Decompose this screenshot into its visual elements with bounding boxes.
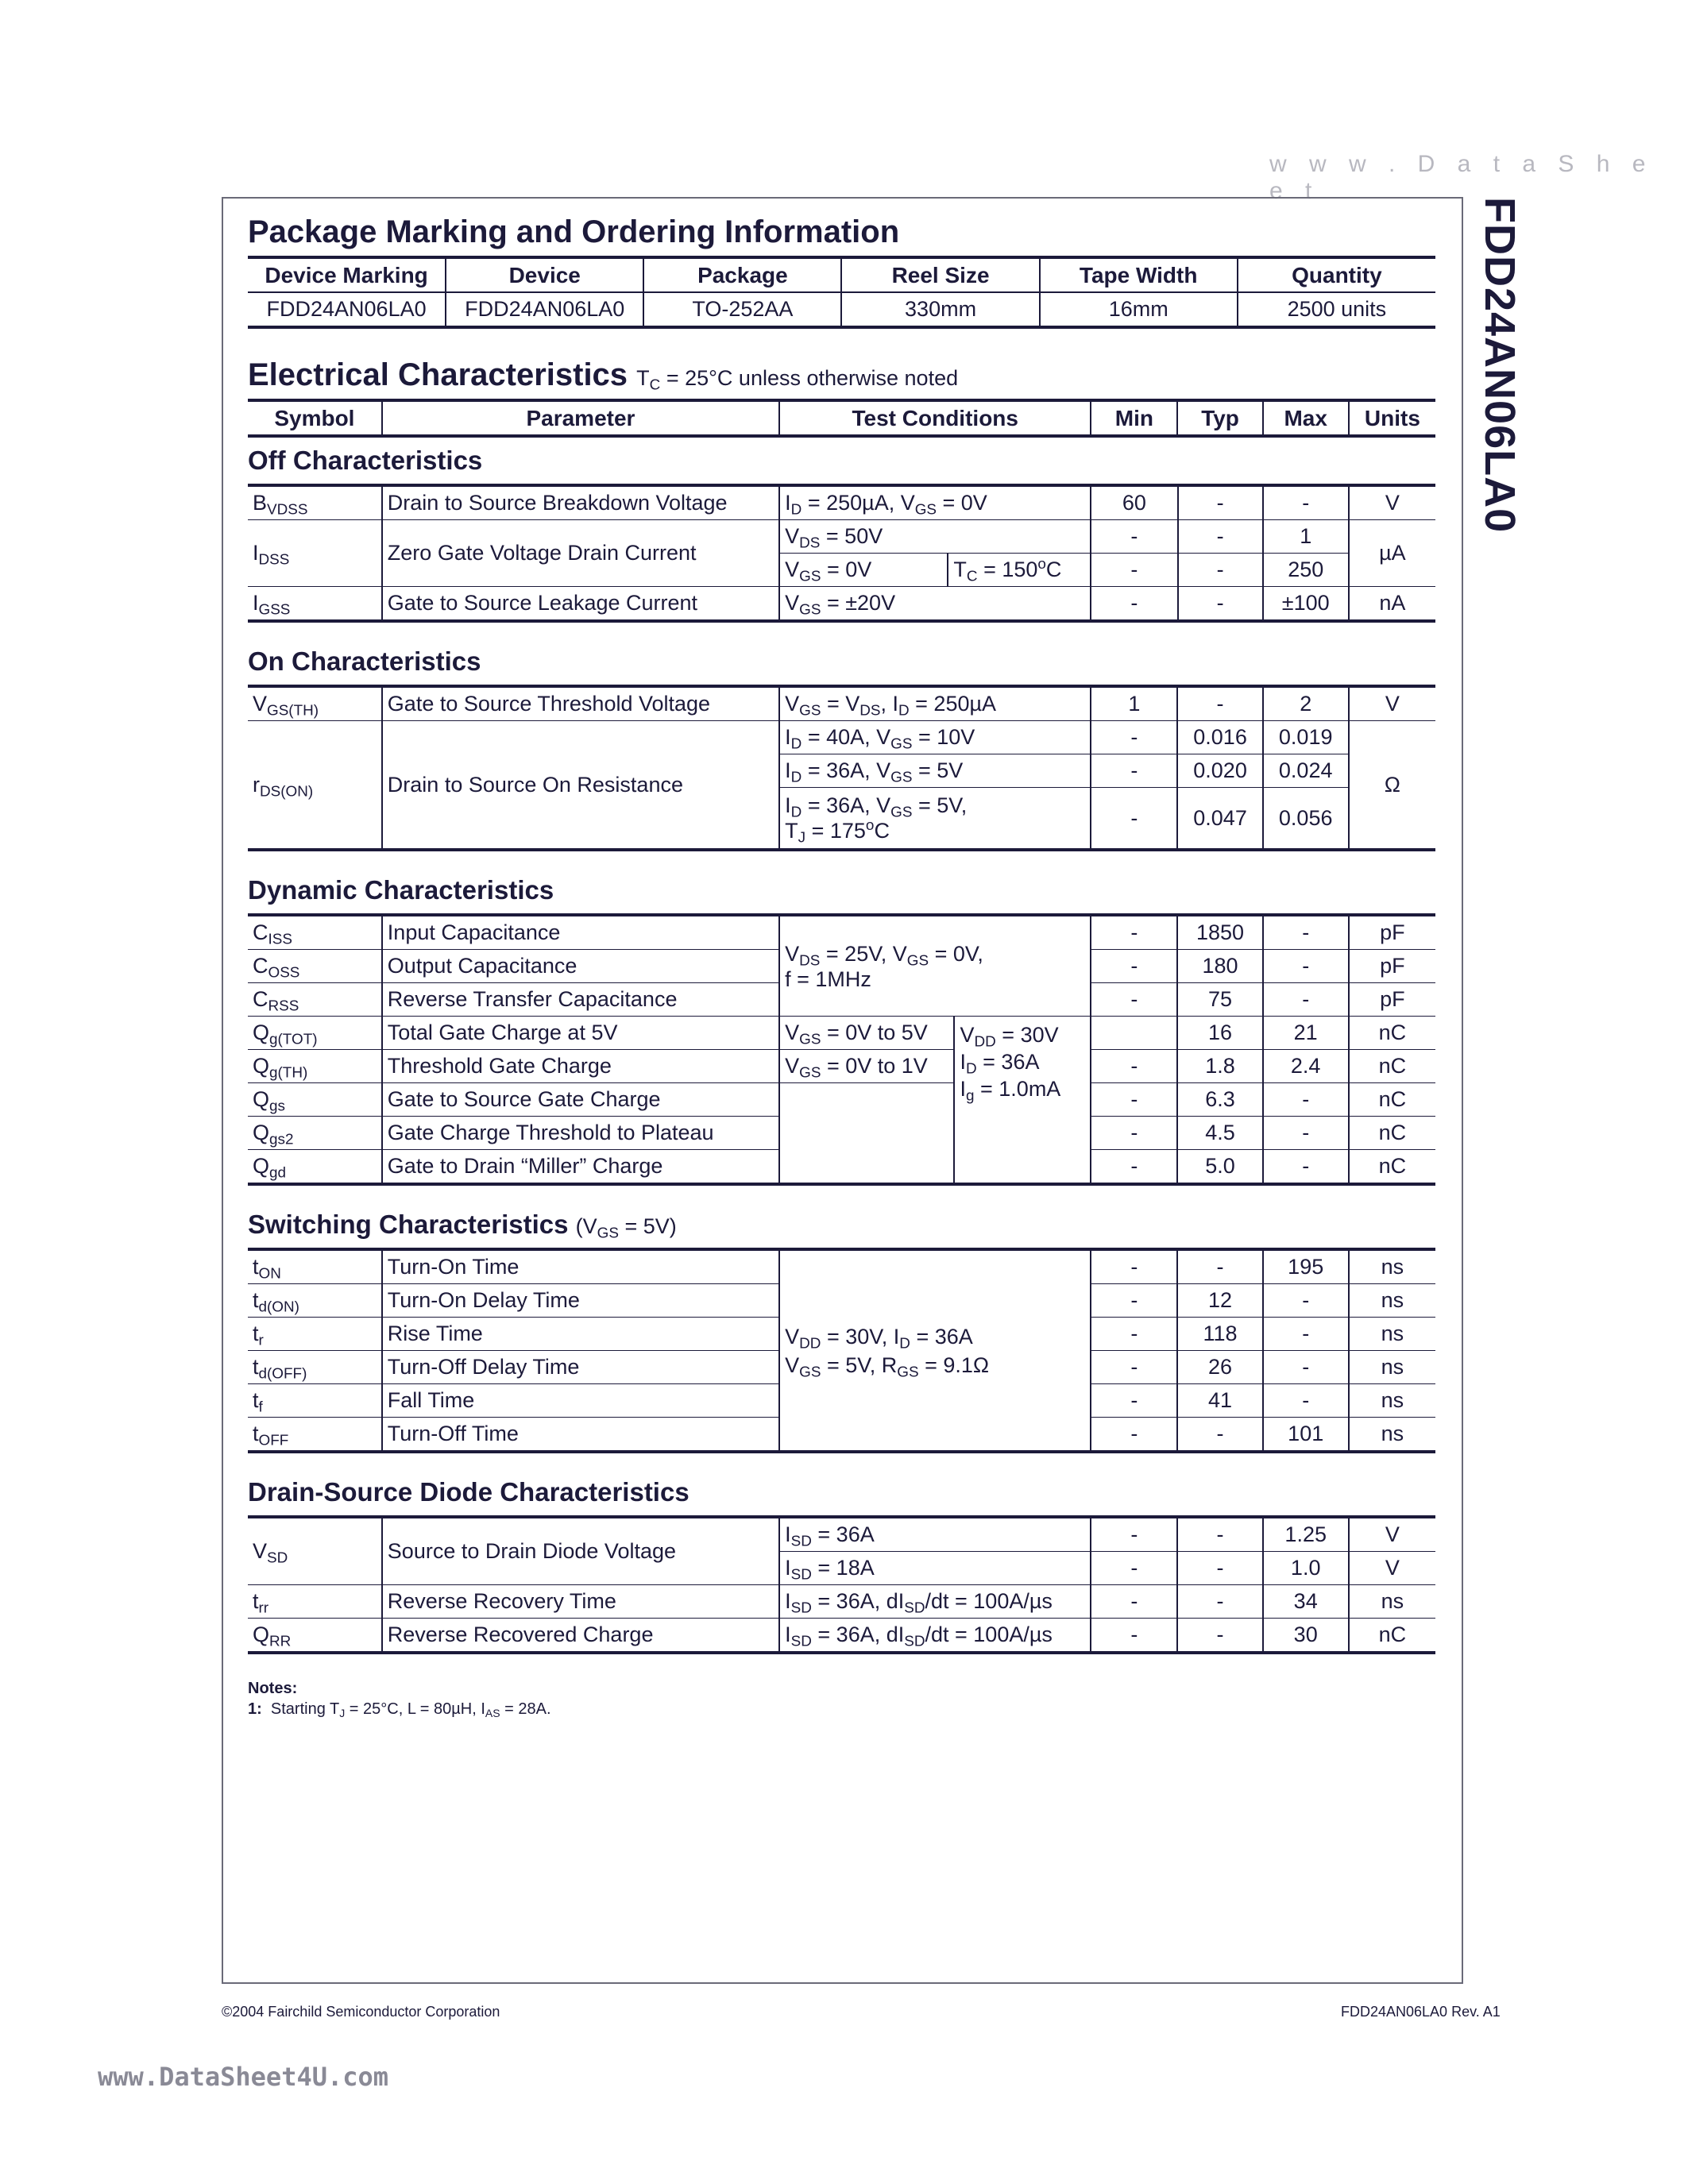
electrical-header — [248, 399, 1435, 438]
unit-cell: nC — [1349, 1150, 1435, 1185]
switching-table — [248, 1248, 1435, 1453]
pkg-cell: TO-252AA — [643, 292, 841, 327]
max-cell: 2 — [1263, 686, 1349, 721]
table-row — [248, 1249, 1435, 1284]
pkg-cell: 330mm — [841, 292, 1039, 327]
min-cell: - — [1091, 1552, 1177, 1585]
max-cell: 2.4 — [1263, 1050, 1349, 1083]
symbol-cell: $C_{OSS}$ — [248, 950, 382, 983]
dynamic-table — [248, 913, 1435, 1186]
off-table — [248, 484, 1435, 623]
table-row — [248, 1050, 1435, 1083]
table-row — [248, 1083, 1435, 1117]
param-cell: Drain to Source On Resistance — [382, 721, 779, 851]
symbol-cell: $Q_{g(TOT)}$ — [248, 1017, 382, 1050]
unit-cell: Ω — [1349, 721, 1435, 851]
typ-cell: - — [1177, 1249, 1262, 1284]
min-cell: - — [1091, 754, 1177, 788]
table-row — [248, 1517, 1435, 1552]
typ-cell: 41 — [1177, 1384, 1262, 1418]
cond-cell: $V_{GS} = 0V$ to 1V — [779, 1050, 954, 1083]
pkg-cell: 16mm — [1040, 292, 1238, 327]
unit-cell: ns — [1349, 1585, 1435, 1619]
cond-cell: $I_D = 250\mu A$, $V_{GS} = 0V$ — [779, 485, 1091, 520]
param-cell: Output Capacitance — [382, 950, 779, 983]
symbol-cell: $t_r$ — [248, 1318, 382, 1351]
max-cell: 1 — [1263, 520, 1349, 554]
switching-title: Switching Characteristics $(V_{GS} = 5V)$ — [248, 1210, 677, 1242]
symbol-cell: $V_{SD}$ — [248, 1517, 382, 1585]
cond-cell: $V_{DD} = 30V$, $I_D = 36A$ $V_{GS} = 5V$, $R_{GS} = 9.1\Omega$ — [779, 1249, 1091, 1452]
cond-cell: $V_{GS} = V_{DS}$, $I_D = 250\mu A$ — [779, 686, 1091, 721]
param-cell: Gate to Source Leakage Current — [382, 587, 779, 622]
watermark-top: w w w . D a t a S h e e t — [1269, 151, 1654, 204]
max-cell: 0.024 — [1263, 754, 1349, 788]
diode-table — [248, 1515, 1435, 1654]
symbol-cell: $Q_{gs}$ — [248, 1083, 382, 1117]
min-cell: - — [1091, 721, 1177, 754]
param-cell: Turn-Off Delay Time — [382, 1351, 779, 1384]
min-cell: - — [1091, 1050, 1177, 1083]
min-cell: - — [1091, 950, 1177, 983]
param-cell: Turn-Off Time — [382, 1418, 779, 1453]
table-row — [248, 1619, 1435, 1653]
typ-cell: 75 — [1177, 983, 1262, 1017]
max-cell: - — [1263, 1284, 1349, 1318]
diode-title: Drain-Source Diode Characteristics — [248, 1477, 689, 1507]
min-cell: 60 — [1091, 485, 1177, 520]
col-symbol: Symbol — [274, 405, 355, 430]
param-cell: Fall Time — [382, 1384, 779, 1418]
min-cell: - — [1091, 1384, 1177, 1418]
pkg-cell: FDD24AN06LA0 — [446, 292, 643, 327]
unit-cell: pF — [1349, 915, 1435, 950]
typ-cell: - — [1177, 1619, 1262, 1653]
pkg-cell: 2500 units — [1238, 292, 1435, 327]
cond-cell: $I_D = 36A$, $V_{GS} = 5V$, $T_J = 175^oC$ — [779, 788, 1091, 851]
min-cell: - — [1091, 520, 1177, 554]
off-title: Off Characteristics — [248, 446, 483, 475]
min-cell: - — [1091, 983, 1177, 1017]
cond-cell: $I_{SD} = 36A$, $dI_{SD}/dt = 100A/\mu s$ — [779, 1619, 1091, 1653]
footer-revision: FDD24AN06LA0 Rev. A1 — [1341, 2004, 1501, 2020]
param-cell: Turn-On Delay Time — [382, 1284, 779, 1318]
pkg-header: Quantity — [1238, 257, 1435, 292]
footer-copyright: ©2004 Fairchild Semiconductor Corporation — [222, 2004, 500, 2020]
content — [248, 208, 1435, 1719]
min-cell: - — [1091, 1517, 1177, 1552]
symbol-cell: $t_{ON}$ — [248, 1249, 382, 1284]
cond-cell: $V_{DD} = 30V$ $I_D = 36A$ $I_g = 1.0mA$ — [954, 1017, 1091, 1185]
min-cell — [1091, 1017, 1177, 1050]
param-cell: Gate to Source Gate Charge — [382, 1083, 779, 1117]
symbol-cell: $Q_{gd}$ — [248, 1150, 382, 1185]
symbol-cell: $t_{OFF}$ — [248, 1418, 382, 1453]
table-row — [248, 520, 1435, 554]
unit-cell: nC — [1349, 1619, 1435, 1653]
param-cell: Reverse Recovered Charge — [382, 1619, 779, 1653]
max-cell: - — [1263, 915, 1349, 950]
param-cell: Reverse Recovery Time — [382, 1585, 779, 1619]
table-row — [248, 1017, 1435, 1050]
typ-cell: 6.3 — [1177, 1083, 1262, 1117]
symbol-cell: $B_{VDSS}$ — [248, 485, 382, 520]
symbol-cell: $I_{DSS}$ — [248, 520, 382, 587]
typ-cell: 0.020 — [1177, 754, 1262, 788]
max-cell: - — [1263, 485, 1349, 520]
symbol-cell: $t_{d(ON)}$ — [248, 1284, 382, 1318]
table-row — [248, 1585, 1435, 1619]
package-table — [248, 256, 1435, 329]
unit-cell: ns — [1349, 1318, 1435, 1351]
param-cell: Threshold Gate Charge — [382, 1050, 779, 1083]
symbol-cell: $I_{GSS}$ — [248, 587, 382, 622]
col-min: Min — [1091, 400, 1177, 436]
cond-cell: $V_{GS} = 0V$ — [779, 554, 948, 587]
param-cell: Drain to Source Breakdown Voltage — [382, 485, 779, 520]
pkg-header: Device — [446, 257, 643, 292]
min-cell: - — [1091, 1083, 1177, 1117]
typ-cell: - — [1178, 520, 1263, 554]
min-cell: - — [1091, 1284, 1177, 1318]
max-cell: - — [1263, 1117, 1349, 1150]
package-title: Package Marking and Ordering Information — [248, 214, 900, 249]
min-cell: - — [1091, 1150, 1177, 1185]
min-cell: - — [1091, 915, 1177, 950]
symbol-cell: $Q_{g(TH)}$ — [248, 1050, 382, 1083]
symbol-cell: $t_f$ — [248, 1384, 382, 1418]
typ-cell: 180 — [1177, 950, 1262, 983]
symbol-cell: $C_{RSS}$ — [248, 983, 382, 1017]
col-max: Max — [1263, 400, 1349, 436]
unit-cell: ns — [1349, 1384, 1435, 1418]
param-cell: Gate to Source Threshold Voltage — [382, 686, 779, 721]
cond-cell: $I_D = 40A$, $V_{GS} = 10V$ — [779, 721, 1091, 754]
dynamic-title: Dynamic Characteristics — [248, 875, 554, 905]
unit-cell: nA — [1349, 587, 1435, 622]
min-cell: - — [1091, 587, 1177, 622]
max-cell: ±100 — [1263, 587, 1349, 622]
symbol-cell: $V_{GS(TH)}$ — [248, 686, 382, 721]
typ-cell: 12 — [1177, 1284, 1262, 1318]
min-cell: - — [1091, 554, 1177, 587]
typ-cell: - — [1178, 485, 1263, 520]
unit-cell: nC — [1349, 1117, 1435, 1150]
unit-cell: V — [1349, 1552, 1435, 1585]
symbol-cell: $C_{ISS}$ — [248, 915, 382, 950]
on-table — [248, 685, 1435, 851]
typ-cell: 1.8 — [1177, 1050, 1262, 1083]
typ-cell: - — [1178, 554, 1263, 587]
unit-cell: ns — [1349, 1249, 1435, 1284]
notes-label: Notes: — [248, 1680, 298, 1697]
param-cell: Gate to Drain “Miller” Charge — [382, 1150, 779, 1185]
max-cell: 0.056 — [1263, 788, 1349, 851]
max-cell: 250 — [1263, 554, 1349, 587]
unit-cell: V — [1349, 485, 1435, 520]
cond-cell-empty — [779, 1083, 954, 1185]
unit-cell: ns — [1349, 1418, 1435, 1453]
cond-cell: $I_{SD} = 36A$ — [779, 1517, 1091, 1552]
param-cell: Reverse Transfer Capacitance — [382, 983, 779, 1017]
unit-cell: pF — [1349, 983, 1435, 1017]
table-row — [248, 485, 1435, 520]
unit-cell: V — [1349, 686, 1435, 721]
cond-cell: $V_{GS} = 0V$ to 5V — [779, 1017, 954, 1050]
param-cell: Source to Drain Diode Voltage — [382, 1517, 779, 1585]
typ-cell: - — [1177, 1418, 1262, 1453]
symbol-cell: $Q_{gs2}$ — [248, 1117, 382, 1150]
typ-cell: - — [1177, 686, 1262, 721]
cond-cell: $I_{SD} = 36A$, $dI_{SD}/dt = 100A/\mu s$ — [779, 1585, 1091, 1619]
min-cell: - — [1091, 1585, 1177, 1619]
typ-cell: - — [1177, 1552, 1262, 1585]
pkg-header: Device Marking — [248, 257, 446, 292]
unit-cell: ns — [1349, 1284, 1435, 1318]
symbol-cell: $Q_{RR}$ — [248, 1619, 382, 1653]
max-cell: - — [1263, 950, 1349, 983]
param-cell: Zero Gate Voltage Drain Current — [382, 520, 779, 587]
typ-cell: 0.016 — [1177, 721, 1262, 754]
max-cell: 1.0 — [1263, 1552, 1349, 1585]
param-cell: Total Gate Charge at 5V — [382, 1017, 779, 1050]
unit-cell: V — [1349, 1517, 1435, 1552]
typ-cell: 4.5 — [1177, 1117, 1262, 1150]
col-test-conditions: Test Conditions — [779, 400, 1091, 436]
param-cell: Gate Charge Threshold to Plateau — [382, 1117, 779, 1150]
min-cell: - — [1091, 1249, 1177, 1284]
min-cell: 1 — [1091, 686, 1177, 721]
typ-cell: - — [1178, 587, 1263, 622]
pkg-header: Package — [643, 257, 841, 292]
table-row — [248, 686, 1435, 721]
table-row — [248, 721, 1435, 754]
unit-cell: ns — [1349, 1351, 1435, 1384]
cond-cell: $I_{SD} = 18A$ — [779, 1552, 1091, 1585]
pkg-header: Tape Width — [1040, 257, 1238, 292]
max-cell: 21 — [1263, 1017, 1349, 1050]
table-row — [248, 587, 1435, 622]
min-cell: - — [1091, 788, 1177, 851]
pkg-cell: FDD24AN06LA0 — [266, 297, 427, 321]
param-cell: Rise Time — [382, 1318, 779, 1351]
typ-cell: 5.0 — [1177, 1150, 1262, 1185]
switching-note: $(V_{GS} = 5V)$ — [575, 1214, 677, 1242]
max-cell: 0.019 — [1263, 721, 1349, 754]
min-cell: - — [1091, 1318, 1177, 1351]
param-cell: Turn-On Time — [382, 1249, 779, 1284]
table-row — [248, 915, 1435, 950]
max-cell: 101 — [1263, 1418, 1349, 1453]
max-cell: 30 — [1263, 1619, 1349, 1653]
watermark-bottom: www.DataSheet4U.com — [98, 2062, 389, 2092]
typ-cell: 0.047 — [1177, 788, 1262, 851]
max-cell: - — [1263, 983, 1349, 1017]
symbol-cell: $r_{DS(ON)}$ — [248, 721, 382, 851]
typ-cell: 1850 — [1177, 915, 1262, 950]
side-title: FDD24AN06LA0 — [1476, 197, 1524, 534]
cond-cell: $I_D = 36A$, $V_{GS} = 5V$ — [779, 754, 1091, 788]
note-1: 1: Starting $T_J = 25^\circ C$, L = 80µH, $I_{AS} = 28A$. — [248, 1700, 551, 1720]
cond-cell: $V_{DS} = 25V$, $V_{GS} = 0V$, f = 1MHz — [779, 915, 1091, 1017]
max-cell: - — [1263, 1351, 1349, 1384]
max-cell: - — [1263, 1150, 1349, 1185]
col-typ: Typ — [1177, 400, 1262, 436]
min-cell: - — [1091, 1619, 1177, 1653]
typ-cell: 16 — [1177, 1017, 1262, 1050]
col-parameter: Parameter — [382, 400, 779, 436]
max-cell: - — [1263, 1318, 1349, 1351]
max-cell: 195 — [1263, 1249, 1349, 1284]
max-cell: - — [1263, 1384, 1349, 1418]
notes — [248, 1678, 1435, 1719]
unit-cell: pF — [1349, 950, 1435, 983]
on-title: On Characteristics — [248, 646, 481, 676]
typ-cell: - — [1177, 1517, 1262, 1552]
pkg-header: Reel Size — [841, 257, 1039, 292]
min-cell: - — [1091, 1418, 1177, 1453]
typ-cell: 118 — [1177, 1318, 1262, 1351]
unit-cell: µA — [1349, 520, 1435, 587]
min-cell: - — [1091, 1351, 1177, 1384]
cond-cell: $T_C = 150^oC$ — [948, 554, 1091, 587]
max-cell: 1.25 — [1263, 1517, 1349, 1552]
unit-cell: nC — [1349, 1017, 1435, 1050]
col-units: Units — [1349, 400, 1435, 436]
typ-cell: 26 — [1177, 1351, 1262, 1384]
max-cell: - — [1263, 1083, 1349, 1117]
max-cell: 34 — [1263, 1585, 1349, 1619]
param-cell: Input Capacitance — [382, 915, 779, 950]
unit-cell: nC — [1349, 1050, 1435, 1083]
symbol-cell: $t_{rr}$ — [248, 1585, 382, 1619]
min-cell: - — [1091, 1117, 1177, 1150]
unit-cell: nC — [1349, 1083, 1435, 1117]
symbol-cell: $t_{d(OFF)}$ — [248, 1351, 382, 1384]
electrical-condition: $T_C = 25^\circ C$ unless otherwise noted — [636, 366, 959, 394]
electrical-title: Electrical Characteristics $T_C = 25^\circ C$ unless otherwise noted — [248, 357, 959, 394]
cond-cell: $V_{DS} = 50V$ — [779, 520, 1091, 554]
typ-cell: - — [1177, 1585, 1262, 1619]
cond-cell: $V_{GS} = \pm 20V$ — [779, 587, 1091, 622]
